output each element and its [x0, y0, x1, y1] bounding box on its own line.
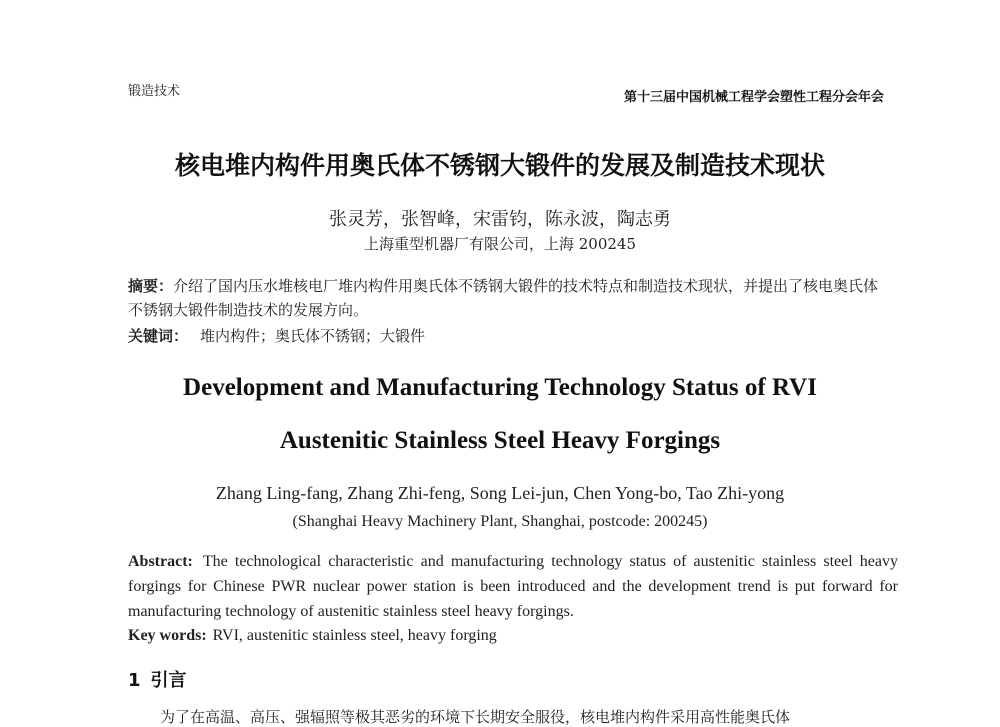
keywords-english-label: Key words:: [128, 627, 207, 644]
keywords-english: [128, 627, 898, 645]
keywords-chinese-text: 堆内构件；奥氏体不锈钢；大锻件: [200, 327, 426, 345]
authors-chinese: 张灵芳，张智峰，宋雷钧，陈永波，陶志勇: [329, 209, 671, 230]
paper-title-english-line1: Development and Manufacturing Technology Status of RVI: [183, 374, 817, 401]
section-number: 1: [128, 670, 141, 691]
affiliation-chinese: 上海重型机器厂有限公司，上海 200245: [363, 235, 637, 253]
abstract-english-text: The technological characteristic and manufacturing technology status of austenitic stainless steel heavy forgings for Chinese PWR nuclear power station is been introduced and the development trend is put forward for manufacturing technology of austenitic stainless steel heavy forgings.: [128, 553, 898, 620]
keywords-chinese: [128, 325, 888, 346]
abstract-chinese-text: 介绍了国内压水堆核电厂堆内构件用奥氏体不锈钢大锻件的技术特点和制造技术现状，并提出了核电奥氏体不锈钢大锻件制造技术的发展方向。: [128, 277, 879, 319]
section-heading-introduction: [128, 666, 187, 692]
paper-title-english-line2: Austenitic Stainless Steel Heavy Forgings: [279, 427, 721, 454]
abstract-english: [128, 549, 898, 624]
keywords-chinese-label: 关键词：: [128, 327, 189, 345]
abstract-chinese: [128, 274, 888, 322]
running-header-right: 第十三届中国机械工程学会塑性工程分会年会: [623, 90, 884, 105]
keywords-english-text: RVI, austenitic stainless steel, heavy forging: [212, 627, 497, 644]
affiliation-english: (Shanghai Heavy Machinery Plant, Shanghai, postcode: 200245): [292, 513, 708, 530]
section-title: 引言: [150, 670, 187, 691]
authors-english: Zhang Ling-fang, Zhang Zhi-feng, Song Lei-jun, Chen Yong-bo, Tao Zhi-yong: [215, 483, 785, 503]
running-header-left: 锻造技术: [128, 84, 181, 99]
abstract-english-label: Abstract:: [128, 553, 193, 570]
body-paragraph-first-line: 为了在高温、高压、强辐照等极其恶劣的环境下长期安全服役，核电堆内构件采用高性能奥氏体: [160, 708, 791, 726]
paper-title-chinese: 核电堆内构件用奥氏体不锈钢大锻件的发展及制造技术现状: [174, 151, 825, 180]
abstract-chinese-label: 摘要：: [128, 277, 174, 295]
